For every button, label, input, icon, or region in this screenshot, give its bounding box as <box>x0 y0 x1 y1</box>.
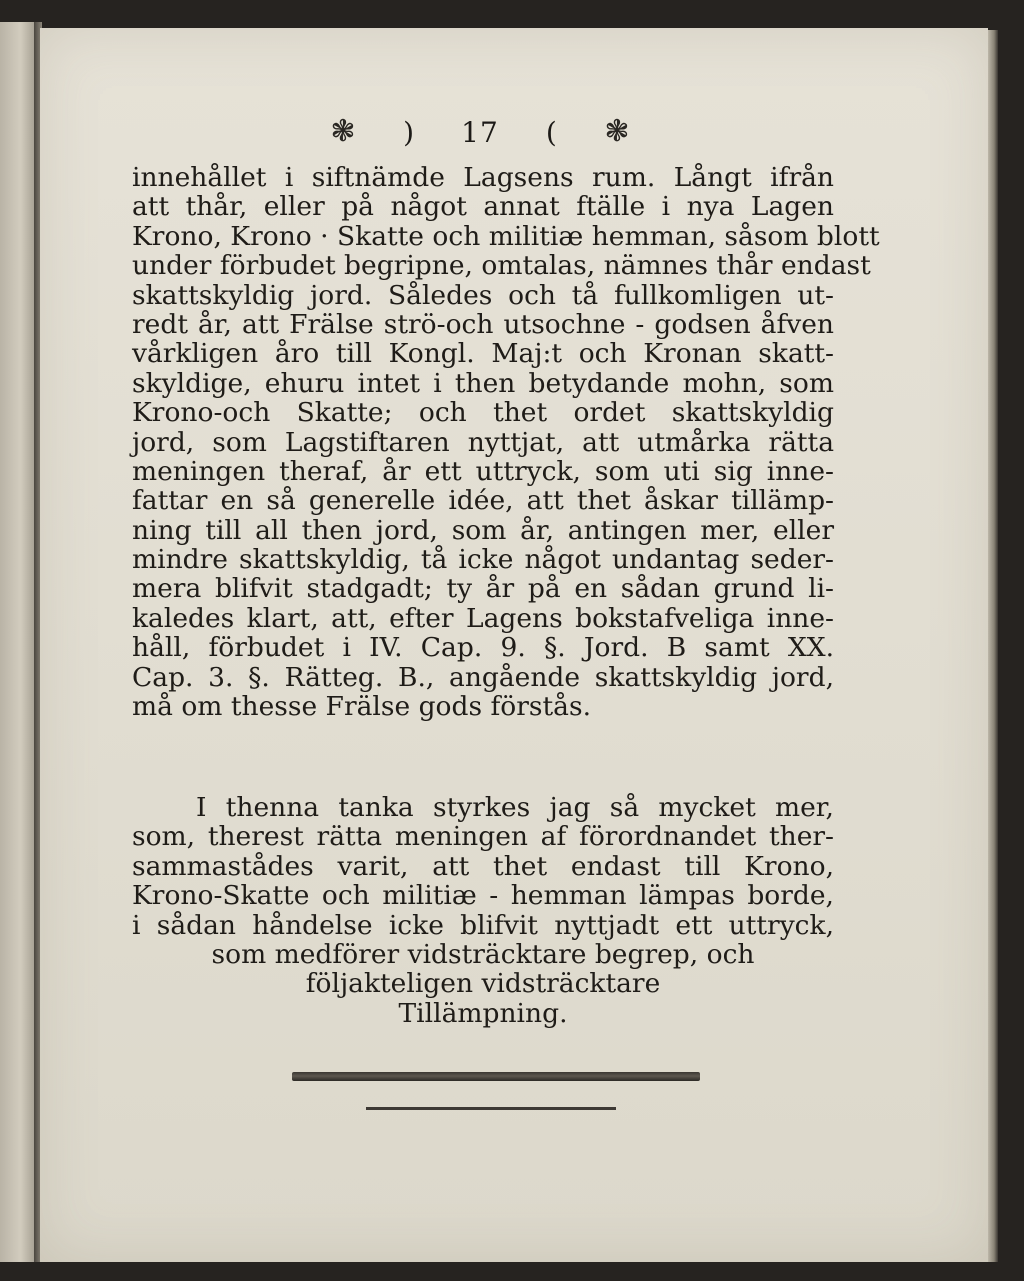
ornament-left-icon: ❃ <box>330 114 356 149</box>
facing-page-edge <box>0 22 34 1262</box>
ornament-right-icon: ❃ <box>604 114 630 149</box>
text-line: Krono-och Skatte; och thet ordet skattskyldig <box>132 397 834 429</box>
text-line: innehållet i siftnämde Lagsens rum. Långt ifrån <box>132 162 834 193</box>
text-line: håll, förbudet i IV. Cap. 9. §. Jord. B samt XX. <box>132 632 834 664</box>
text-line: ning till all then jord, som år, antingen mer, eller <box>132 514 834 546</box>
text-line: mindre skattskyldig, tå icke något undantag seder- <box>132 544 834 576</box>
text-line: meningen theraf, år ett uttryck, som uti sig inne- <box>132 455 834 487</box>
text-line: sammastådes varit, att thet endast till Krono, <box>132 850 834 882</box>
ornamental-rule <box>292 1072 700 1081</box>
page-number: 17 <box>461 115 499 149</box>
text-line: som medförer vidsträcktare begrep, och <box>211 938 755 970</box>
paragraph-2 <box>132 793 834 1028</box>
text-line: skattskyldig jord. Således och tå fullkomligen ut- <box>132 279 834 311</box>
text-line: att thår, eller på något annat ftälle i nya Lagen <box>132 191 834 223</box>
text-line: jord, som Lagstiftaren nyttjat, att utmårka rätta <box>132 426 834 458</box>
page-edge-shadow <box>988 30 998 1262</box>
page-header <box>330 112 630 152</box>
text-line: redt år, att Frälse strö-och utsochne - godsen åfven <box>132 308 834 340</box>
text-line: mera blifvit stadgadt; ty år på en sådan grund li- <box>132 573 834 605</box>
text-line: vårkligen åro till Kongl. Maj:t och Kronan skatt- <box>132 338 834 370</box>
text-line: Cap. 3. §. Rätteg. B., angående skattskyldig jord, <box>132 661 834 693</box>
text-line: i sådan håndelse icke blifvit nyttjadt ett uttryck, <box>132 909 834 941</box>
thin-rule <box>366 1107 616 1110</box>
text-line: fattar en så generelle idée, att thet åskar tillämp- <box>132 485 834 517</box>
text-line: skyldige, ehuru intet i then betydande mohn, som <box>132 367 834 399</box>
text-line: under förbudet begripne, omtalas, nämnes thår endast <box>132 250 871 282</box>
header-paren-right: ( <box>545 115 557 149</box>
header-paren-left: ) <box>403 115 415 149</box>
text-line: Krono-Skatte och militiæ - hemman lämpas borde, <box>132 880 834 912</box>
text-line: följakteligen vidsträcktare <box>305 968 661 1000</box>
text-line: må om thesse Frälse gods förstås. <box>132 691 592 723</box>
paragraph-1 <box>132 162 880 723</box>
text-line: kaledes klart, att, efter Lagens bokstafveliga inne- <box>132 602 834 634</box>
text-line: I thenna tanka styrkes jag så mycket mer, <box>196 792 834 823</box>
text-line: Tillämpning. <box>398 997 568 1029</box>
text-line: som, therest rätta meningen af förordnandet ther- <box>132 821 834 853</box>
text-line: Krono, Krono · Skatte och militiæ hemman, såsom blott <box>132 220 880 252</box>
